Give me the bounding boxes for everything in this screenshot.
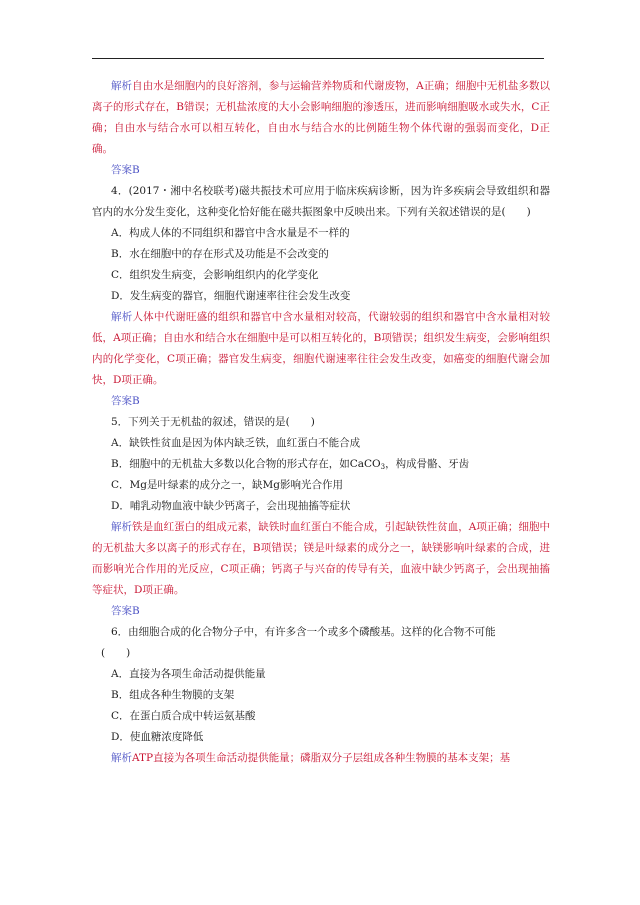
answer-q5 — [92, 601, 550, 622]
q5-option-b-text: B．细胞中的无机盐大多数以化合物的形式存在，如CaCO — [111, 458, 381, 470]
q5-option-c: C．Mg是叶绿素的成分之一，缺Mg影响光合作用 — [111, 479, 343, 491]
analysis-text: ATP直接为各项生命活动提供能量；磷脂双分子层组成各种生物膜的基本支架；基 — [132, 752, 511, 764]
question-4-stem: 4．(2017・湘中名校联考)磁共振技术可应用于临床疾病诊断，因为许多疾病会导致组织和器官内的水分发生变化，这种变化恰好能在磁共振图象中反映出来。下列有关叙述错误的是( ) — [92, 185, 550, 218]
q6-option-a: A．直接为各项生命活动提供能量 — [111, 668, 266, 680]
analysis-text: 铁是血红蛋白的组成元素，缺铁时血红蛋白不能合成，引起缺铁性贫血，A项正确；细胞中的无机盐大多以离子的形式存在，B项错误；镁是叶绿素的成分之一，缺镁影响叶绿素的合成，进而影响光合作用的光反应，C项正确；钙离子与兴奋的传导有关，血液中缺少钙离子，会出现抽搐等症状，D项正确。 — [92, 521, 550, 596]
analysis-q5 — [92, 517, 550, 601]
answer-value: B — [132, 164, 140, 176]
analysis-text: 自由水是细胞内的良好溶剂，参与运输营养物质和代谢废物，A正确；细胞中无机盐多数以离子的形式存在，B错误；无机盐浓度的大小会影响细胞的渗透压，进而影响细胞吸水或失水，C正确；自由水与结合水可以相互转化，自由水与结合水的比例随生物个体代谢的强弱而变化，D正确。 — [92, 80, 550, 155]
question-6-paren: ( ) — [101, 647, 131, 659]
q4-option-d: D．发生病变的器官，细胞代谢速率往往会发生改变 — [111, 290, 351, 302]
answer-q4 — [92, 391, 550, 412]
q5-option-a: A．缺铁性贫血是因为体内缺乏铁，血红蛋白不能合成 — [111, 437, 361, 449]
q6-option-d: D．使血糖浓度降低 — [111, 731, 204, 743]
q4-option-c: C．组织发生病变，会影响组织内的化学变化 — [111, 269, 319, 281]
analysis-label: 解析 — [111, 80, 133, 92]
q4-option-b: B．水在细胞中的存在形式及功能是不会改变的 — [111, 248, 329, 260]
q6-option-c: C．在蛋白质合成中转运氨基酸 — [111, 710, 256, 722]
header-rule — [92, 58, 544, 59]
q5-option-b-tail: ，构成骨骼、牙齿 — [385, 458, 470, 470]
analysis-q4 — [92, 307, 550, 391]
analysis-label: 解析 — [111, 752, 132, 764]
answer-label: 答案 — [111, 164, 132, 176]
analysis-text: 人体中代谢旺盛的组织和器官中含水量相对较高，代谢较弱的组织和器官中含水量相对较低，A项正确；自由水和结合水在细胞中是可以相互转化的，B项错误；组织发生病变，会影响组织内的化学变化，C项正确；器官发生病变，细胞代谢速率往往会发生改变，如癌变的细胞代谢会加快，D项正确。 — [92, 311, 551, 386]
q5-option-b-subscript: 3 — [380, 463, 386, 471]
analysis-q6 — [92, 748, 550, 769]
answer-q3 — [92, 160, 550, 181]
q6-option-b: B．组成各种生物膜的支架 — [111, 689, 235, 701]
answer-label: 答案 — [111, 605, 132, 617]
analysis-label: 解析 — [111, 521, 133, 533]
q5-option-d: D．哺乳动物血液中缺少钙离子，会出现抽搐等症状 — [111, 500, 351, 512]
answer-label: 答案 — [111, 395, 132, 407]
page-content — [92, 76, 550, 769]
analysis-q3 — [92, 76, 550, 160]
answer-value: B — [132, 605, 140, 617]
q5-option-b — [92, 454, 550, 475]
question-6-stem: 6．由细胞合成的化合物分子中，有许多含一个或多个磷酸基。这样的化合物不可能 — [111, 626, 496, 638]
answer-value: B — [132, 395, 140, 407]
q4-option-a: A．构成人体的不同组织和器官中含水量是不一样的 — [111, 227, 350, 239]
question-5-stem: 5．下列关于无机盐的叙述，错误的是( ) — [111, 416, 315, 428]
analysis-label: 解析 — [111, 311, 133, 323]
